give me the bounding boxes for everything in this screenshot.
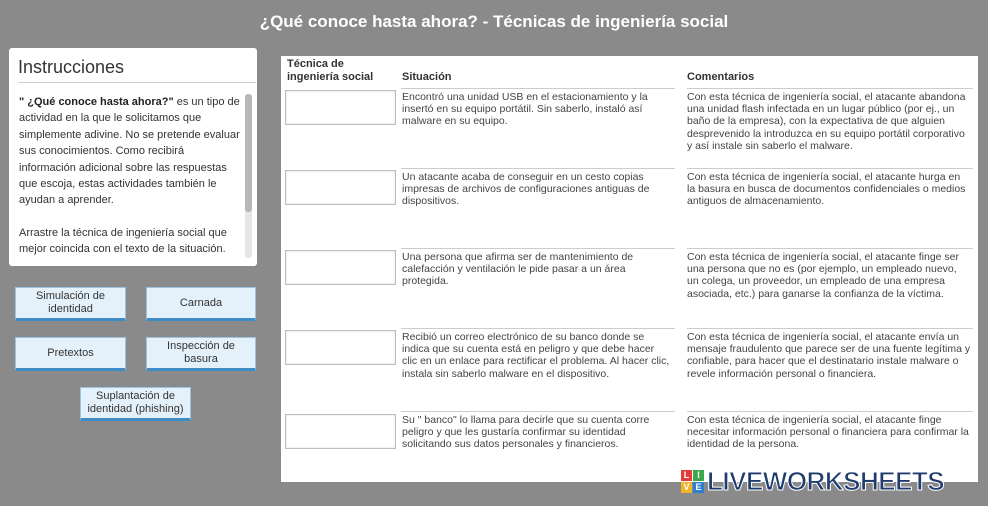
logo-letter: L	[681, 470, 692, 481]
liveworksheets-watermark	[681, 466, 981, 496]
situation-text: Recibió un correo electrónico de su banco donde se indica que su cuenta está en peligro y que debe hacer clic en un enlace para rectificar el problema. Al hacer clic, instala sin saberlo malware en el dispositivo.	[402, 331, 670, 380]
matching-table	[281, 56, 978, 482]
instructions-activity-name: " ¿Qué conoce hasta ahora?"	[19, 96, 174, 108]
instructions-divider	[18, 82, 256, 83]
comment-text: Con esta técnica de ingeniería social, el atacante envía un mensaje fraudulento que parece ser de una fuente legítima y confiable, para hacer que el destinatario instale malware o revele información personal o financiera.	[687, 331, 971, 380]
drop-zone-2[interactable]	[285, 170, 396, 205]
situation-divider	[401, 328, 675, 329]
comment-text: Con esta técnica de ingeniería social, el atacante finge ser una persona que no es (por ejemplo, un empleado nuevo, un colega, un proveedor, un empleado de una empresa asociada, etc.) para ganarse la confianza de la víctima.	[687, 251, 960, 300]
liveworksheets-wordmark: LIVEWORKSHEETS	[707, 465, 945, 496]
instructions-scrollbar[interactable]	[245, 94, 252, 258]
situation-text: Su " banco" lo llama para decirle que su cuenta corre peligro y que les gustaría confirmar su identidad solicitando sus datos personales y financieros.	[402, 414, 650, 451]
comment-divider	[687, 88, 973, 89]
header-situation: Situación	[402, 71, 452, 83]
liveworksheets-logo-icon	[681, 470, 704, 493]
page-title: ¿Qué conoce hasta ahora? - Técnicas de ingeniería social	[259, 12, 729, 31]
situation-text: Un atacante acaba de conseguir en un cesto copias impresas de archivos de configuraciones antiguas de dispositivos.	[402, 171, 650, 208]
drop-zone-4[interactable]	[285, 330, 396, 365]
instructions-text	[19, 94, 243, 260]
situation-divider	[401, 248, 675, 249]
tile-pretextos[interactable]: Pretextos	[15, 337, 126, 371]
comment-divider	[687, 168, 973, 169]
instructions-panel	[9, 48, 257, 266]
comment-text: Con esta técnica de ingeniería social, el atacante finge necesitar información personal o financiera para confirmar la identidad de la persona.	[687, 414, 969, 451]
drop-zone-3[interactable]	[285, 250, 396, 285]
situation-text: Encontró una unidad USB en el estacionamiento y la insertó en su equipo portátil. Sin saberlo, instaló así malware en su equipo.	[402, 91, 648, 128]
instructions-heading: Instrucciones	[18, 57, 125, 77]
drop-zone-1[interactable]	[285, 90, 396, 125]
logo-letter: E	[693, 482, 704, 493]
instructions-paragraph-1: es un tipo de actividad en la que le solicitamos que simplemente adivine. No se pretende evaluar sus conocimientos. Como recibirá información adicional sobre las respuestas que escoja, estas actividades también le ayudan a aprender.	[19, 96, 240, 207]
logo-letter: I	[693, 470, 704, 481]
instructions-paragraph-2: Arrastre la técnica de ingeniería social que mejor coincida con el texto de la situación.	[19, 226, 227, 256]
situation-divider	[401, 411, 675, 412]
header-technique: Técnica de ingeniería social	[287, 58, 374, 83]
comment-divider	[687, 411, 973, 412]
comment-text: Con esta técnica de ingeniería social, el atacante hurga en la basura en busca de documentos confidenciales o medios antiguos de almacenamiento.	[687, 171, 966, 208]
logo-letter: V	[681, 482, 692, 493]
situation-text: Una persona que afirma ser de mantenimiento de calefacción y ventilación le pide pasar a un área protegida.	[402, 251, 634, 288]
tile-carnada[interactable]: Carnada	[146, 287, 256, 321]
tile-simulacion-de-identidad[interactable]: Simulación de identidad	[15, 287, 126, 321]
situation-divider	[401, 168, 675, 169]
situation-divider	[401, 88, 675, 89]
drop-zone-5[interactable]	[285, 414, 396, 449]
instructions-scrollbar-thumb[interactable]	[245, 94, 252, 212]
comment-divider	[687, 248, 973, 249]
tile-suplantacion-de-identidad-phishing[interactable]: Suplantación de identidad (phishing)	[80, 387, 191, 421]
comment-divider	[687, 328, 973, 329]
comment-text: Con esta técnica de ingeniería social, el atacante abandona una unidad flash infectada en un lugar público (por ej., un baño de la empresa), con la expectativa de que alguien desprevenido la introduzca en su equipo portátil corporativo y así instale sin saberlo el malware.	[687, 91, 966, 152]
tile-inspeccion-de-basura[interactable]: Inspección de basura	[146, 337, 256, 371]
header-comments: Comentarios	[687, 71, 755, 83]
